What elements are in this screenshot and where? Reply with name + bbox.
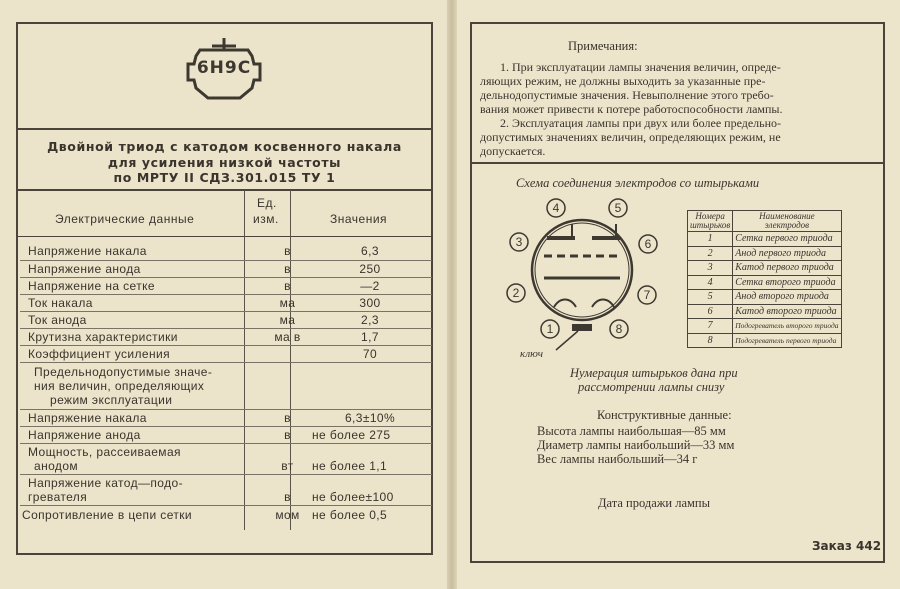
order-number: Заказ 442	[812, 539, 882, 553]
pin-6-label: 6	[644, 237, 652, 251]
row-value: —2	[360, 279, 380, 293]
construct-line: Диаметр лампы наибольший—33 мм	[537, 438, 735, 452]
pin-7-label: 7	[643, 288, 651, 302]
row-name-2: анодом	[34, 459, 79, 473]
row-name-1: Напряжение катод—подо-	[28, 476, 183, 490]
limits-heading-line-1: Предельнодопустимые значе-	[34, 365, 213, 379]
construct-title: Конструктивные данные:	[597, 408, 732, 422]
row-line	[20, 294, 432, 295]
row-value: 6,3	[361, 244, 379, 258]
header-values: Значения	[330, 212, 388, 226]
row-unit: в	[284, 490, 291, 504]
row-unit: вт	[281, 459, 294, 473]
numbering-note-1: Нумерация штырьков дана при	[570, 366, 738, 380]
row-value: 1,7	[361, 330, 379, 344]
table-row: 5 Анод второго триода	[688, 290, 842, 305]
table-row: 6 Катод второго триода	[688, 304, 842, 319]
row-line	[20, 345, 432, 346]
row-name: Напряжение анода	[28, 262, 141, 276]
column-line	[244, 190, 245, 530]
row-name: Напряжение анода	[28, 428, 141, 442]
title-line-2: для усиления низкой частоты	[107, 155, 342, 170]
row-name: Коэффициент усиления	[28, 347, 171, 361]
row-line	[20, 426, 432, 427]
row-unit: в	[284, 411, 291, 425]
pin-2-label: 2	[512, 286, 520, 300]
pin-1-label: 1	[546, 322, 554, 336]
pin-table-header-num: Номера штырьков	[688, 211, 733, 232]
row-line	[20, 505, 432, 506]
row-unit: в	[284, 244, 291, 258]
title-line-1: Двойной триод с катодом косвенного накала	[47, 139, 402, 154]
limits-heading-line-2: ния величин, определяющих	[34, 379, 205, 393]
header-unit-2: изм.	[253, 212, 279, 226]
pin-8-label: 8	[615, 322, 623, 336]
note-line: допускается.	[480, 144, 546, 158]
row-unit: в	[284, 279, 291, 293]
table-row: 8 Подогреватель первого триода	[688, 333, 842, 348]
row-line	[20, 328, 432, 329]
diagram-title: Схема соединения электродов со штырьками	[516, 176, 760, 190]
row-name-1: Мощность, рассеиваемая	[28, 445, 181, 459]
row-name: Напряжение на сетке	[28, 279, 155, 293]
row-name: Напряжение накала	[28, 244, 147, 258]
header-electrical-data: Электрические данные	[55, 212, 195, 226]
pin-diagram	[500, 192, 670, 364]
row-value: не более 1,1	[312, 459, 388, 473]
divider	[18, 189, 431, 191]
table-row: 4 Сетка второго триода	[688, 275, 842, 290]
row-name: Сопротивление в цепи сетки	[22, 508, 193, 522]
note-line: дельнодопустимые значения. Невыполнение этого требо-	[480, 88, 774, 102]
divider	[18, 128, 431, 130]
title-line-3: по МРТУ II СДЗ.301.015 ТУ 1	[113, 170, 336, 185]
row-value: 70	[362, 347, 378, 361]
row-value: не более 275	[312, 428, 391, 442]
divider	[18, 236, 431, 237]
pin-5-label: 5	[614, 201, 622, 215]
row-unit: в	[284, 262, 291, 276]
construct-line: Вес лампы наибольший—34 г	[537, 452, 698, 466]
row-name: Крутизна характеристики	[28, 330, 178, 344]
notes-title: Примечания:	[568, 39, 638, 53]
column-line	[290, 190, 291, 530]
limits-heading-line-3: режим эксплуатации	[50, 393, 173, 407]
row-line	[20, 409, 432, 410]
row-line	[20, 443, 432, 444]
pin-table-header-name: Наименование электродов	[733, 211, 841, 232]
row-name: Ток анода	[28, 313, 87, 327]
header-unit-1: Ед.	[257, 196, 277, 210]
table-row: 7 Подогреватель второго триода	[688, 319, 842, 334]
divider	[472, 162, 883, 164]
table-row: 1 Сетка первого триода	[688, 232, 842, 247]
numbering-note-2: рассмотрении лампы снизу	[578, 380, 725, 394]
construct-line: Высота лампы наибольшая—85 мм	[537, 424, 726, 438]
sale-date: Дата продажи лампы	[598, 496, 711, 510]
row-unit: ма в	[274, 330, 301, 344]
key-label: ключ	[520, 348, 544, 360]
row-value: не более 0,5	[312, 508, 388, 522]
page-fold	[447, 0, 457, 589]
row-line	[20, 277, 432, 278]
row-line	[20, 362, 432, 363]
row-line	[20, 311, 432, 312]
note-line: ляющих режим, не должны выходить за указанные пре-	[480, 74, 766, 88]
row-name: Напряжение накала	[28, 411, 147, 425]
row-line	[20, 474, 432, 475]
row-value: 250	[359, 262, 381, 276]
note-line: допустимых значениях величин, определяющих режим, не	[480, 130, 781, 144]
note-line: вания может привести к потере работоспособности лампы.	[480, 102, 783, 116]
row-unit: ма	[279, 296, 296, 310]
pin-3-label: 3	[515, 235, 523, 249]
row-unit: в	[284, 428, 291, 442]
row-name: Ток накала	[28, 296, 93, 310]
note-line: 2. Эксплуатация лампы при двух или более предельно-	[500, 116, 782, 130]
pin-table	[687, 210, 842, 348]
tube-code: 6Н9С	[196, 58, 252, 78]
table-row: 3 Катод первого триода	[688, 261, 842, 276]
row-value: 300	[359, 296, 381, 310]
row-value: не более±100	[312, 490, 394, 504]
row-value: 2,3	[361, 313, 379, 327]
row-name-2: гревателя	[28, 490, 88, 504]
note-line: 1. При эксплуатации лампы значения величин, опреде-	[500, 60, 781, 74]
table-row: 2 Анод первого триода	[688, 246, 842, 261]
row-unit: мом	[275, 508, 300, 522]
row-line	[20, 260, 432, 261]
row-unit: ма	[279, 313, 296, 327]
pin-4-label: 4	[552, 201, 560, 215]
row-value: 6,3±10%	[344, 411, 396, 425]
